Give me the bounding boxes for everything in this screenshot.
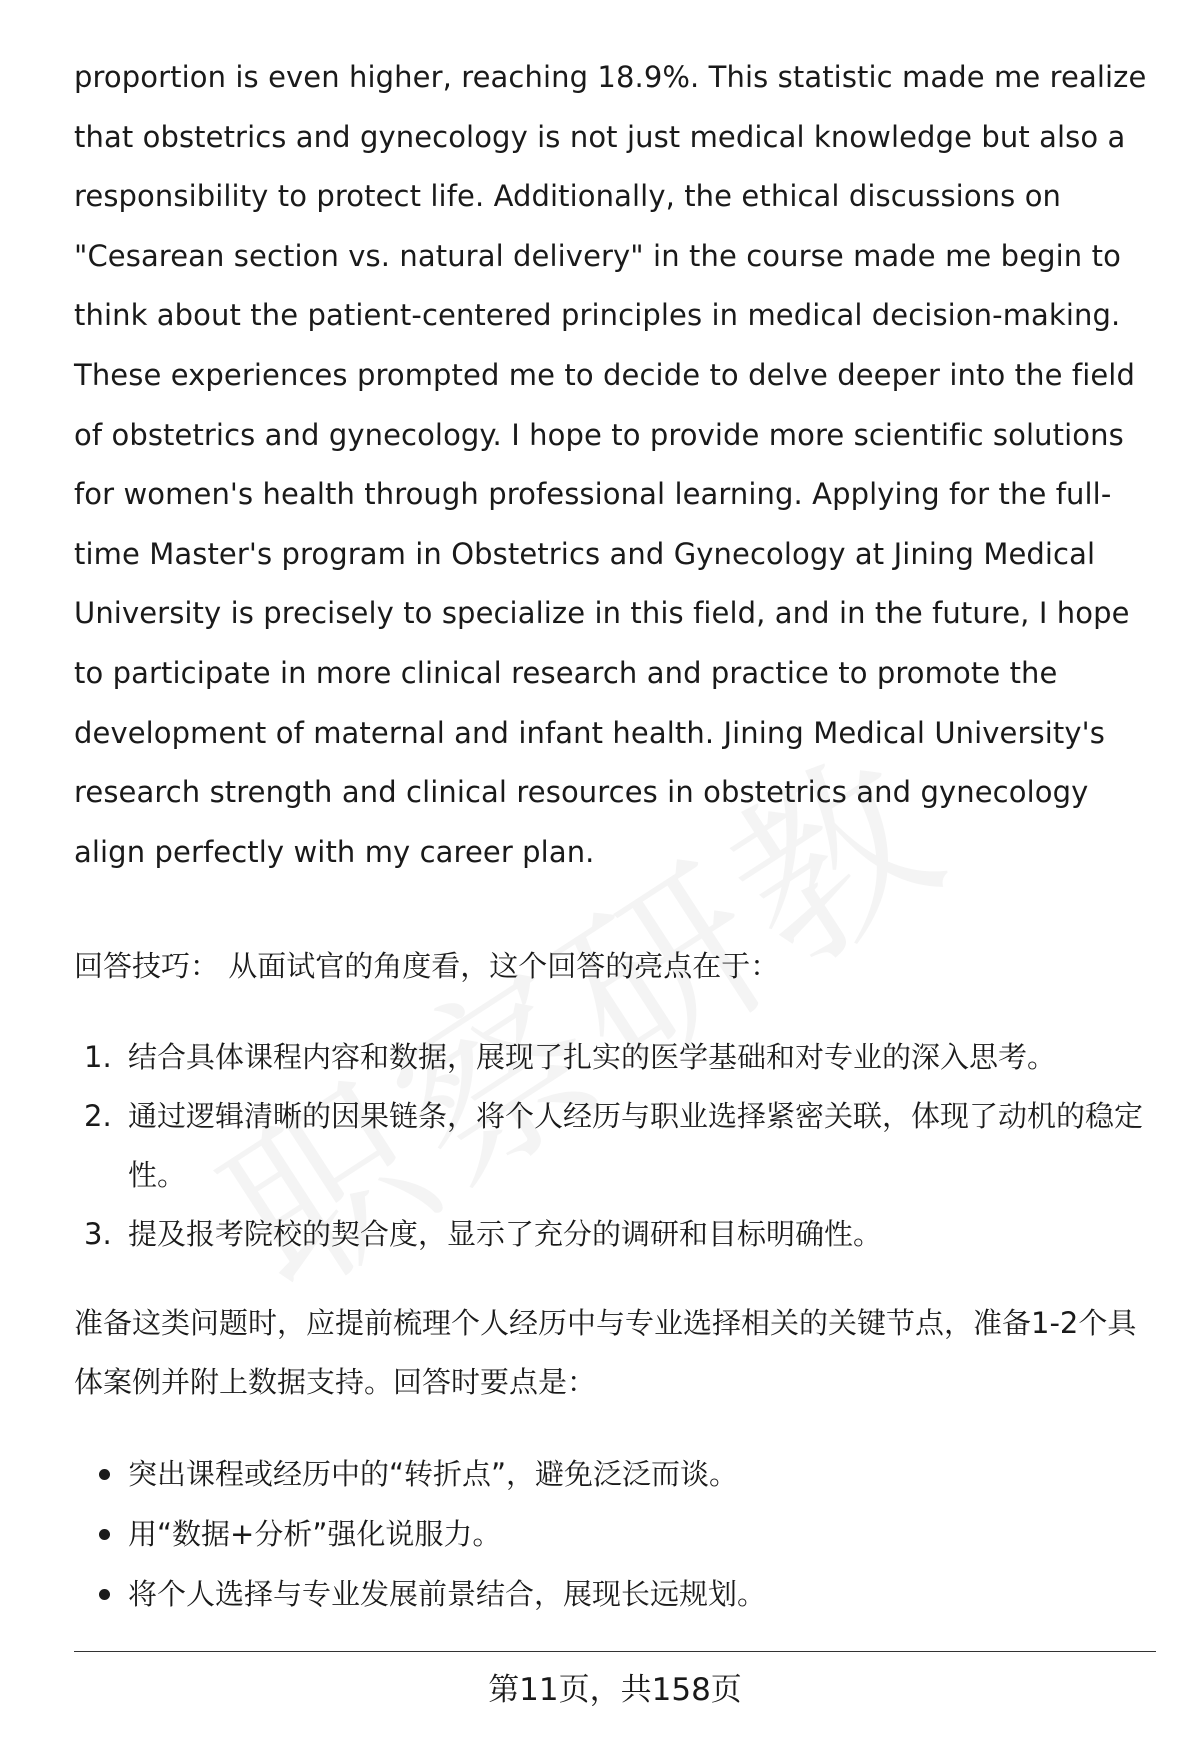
list-marker: 2.: [84, 1099, 112, 1134]
bullet-icon: [99, 1589, 110, 1600]
list-marker: 3.: [84, 1217, 112, 1252]
bullet-icon: [99, 1469, 110, 1480]
body-paragraph: proportion is even higher, reaching 18.9%. This statistic made me realize that obstetrics and gynecology is not just medical knowledge but also a responsibility to protect life. Additionally, the ethical discussions on "Cesarean section vs. natural delivery" in the course made me begin to think about the patient-centered principles in medical decision-making. These experiences prompted me to decide to delve deeper into the field of obstetrics and gynecology. I hope to provide more scientific solutions for women's health through professional learning. Applying for the full-time Master's program in Obstetrics and Gynecology at Jining Medical University is precisely to specialize in this field, and in the future, I hope to participate in more clinical research and practice to promote the development of maternal and infant health. Jining Medical University's research strength and clinical resources in obstetrics and gynecology align perfectly with my career plan.: [74, 60, 1147, 869]
list-item: [74, 1205, 1154, 1264]
key-points-list: [74, 1444, 1154, 1624]
document-page: [74, 48, 1154, 1624]
list-marker: 1.: [84, 1040, 112, 1075]
tips-heading: [74, 936, 1154, 996]
footer-divider: [74, 1651, 1156, 1652]
tips-intro: 从面试官的角度看，这个回答的亮点在于：: [228, 949, 780, 984]
list-item-text: 提及报考院校的契合度，显示了充分的调研和目标明确性。: [128, 1217, 883, 1252]
list-item-text: 通过逻辑清晰的因果链条，将个人经历与职业选择紧密关联，体现了动机的稳定性。: [128, 1099, 1144, 1193]
list-item: [74, 1444, 1154, 1504]
page-number: 第11页，共158页: [488, 1672, 742, 1708]
list-item-text: 结合具体课程内容和数据，展现了扎实的医学基础和对专业的深入思考。: [128, 1040, 1057, 1075]
tips-label: 回答技巧：: [74, 949, 220, 984]
list-item: [74, 1564, 1154, 1624]
preparation-paragraph: 准备这类问题时，应提前梳理个人经历中与专业选择相关的关键节点，准备1-2个具体案例并附上数据支持。回答时要点是：: [74, 1306, 1137, 1400]
list-item-text: 用“数据+分析”强化说服力。: [128, 1517, 502, 1552]
list-item-text: 突出课程或经历中的“转折点”，避免泛泛而谈。: [128, 1457, 739, 1492]
list-item: [74, 1087, 1154, 1205]
list-item: [74, 1028, 1154, 1087]
list-item: [74, 1504, 1154, 1564]
list-item-text: 将个人选择与专业发展前景结合，展现长远规划。: [128, 1577, 767, 1612]
bullet-icon: [99, 1529, 110, 1540]
highlights-list: [74, 1028, 1154, 1264]
